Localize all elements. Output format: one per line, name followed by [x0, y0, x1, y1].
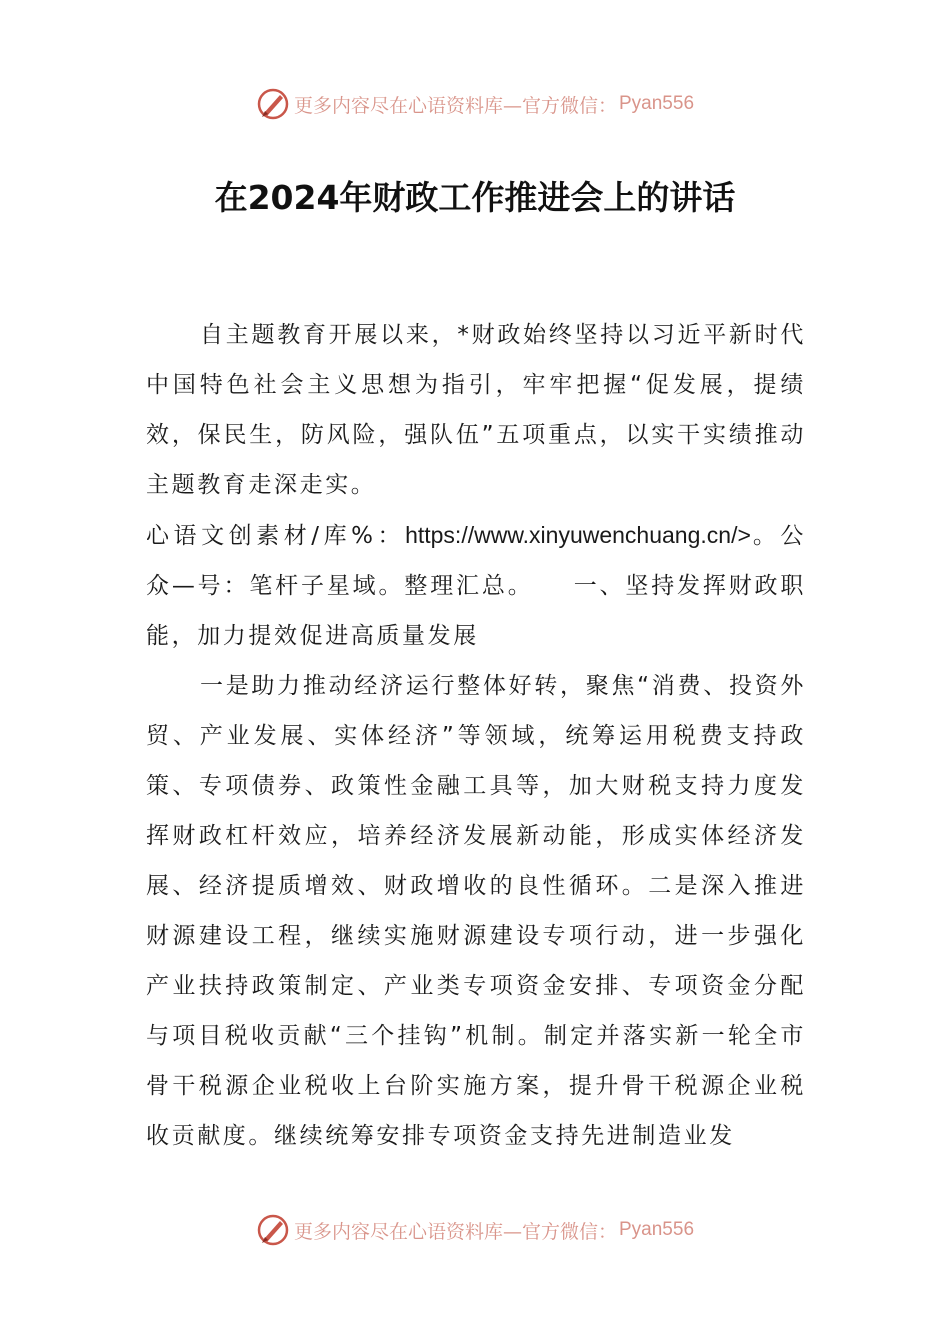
document-body [146, 310, 806, 1161]
paragraph: 自主题教育开展以来，*财政始终坚持以习近平新时代中国特色社会主义思想为指引，牢牢把握“促发展，提绩效，保民生，防风险，强队伍”五项重点，以实干实绩推动主题教育走深走实。 [146, 322, 806, 498]
source-url: https://www.xinyuwenchuang.cn/> [405, 522, 751, 548]
watermark-wechat-id: Pyan556 [619, 1219, 695, 1240]
page-title: 在2024年财政工作推进会上的讲话 [214, 178, 736, 217]
source-suffix: 。公众—号：笔杆子星域。整理汇总。 一、坚持发挥财政职能，加力提效促进高质量发展 [146, 523, 806, 649]
watermark-text: 更多内容尽在心语资料库—官方微信： [293, 94, 617, 117]
pen-logo-icon [256, 1213, 290, 1247]
watermark-header [0, 84, 950, 124]
watermark-footer [0, 1210, 950, 1250]
watermark-text: 更多内容尽在心语资料库—官方微信： [293, 1220, 617, 1243]
watermark-wechat-id: Pyan556 [619, 93, 695, 114]
source-prefix: 心语文创素材/库%： [146, 523, 406, 549]
pen-logo-icon [256, 87, 290, 121]
paragraph-source-note [146, 510, 806, 661]
paragraph: 一是助力推动经济运行整体好转，聚焦“消费、投资外贸、产业发展、实体经济”等领域，统筹运用税费支持政策、专项债券、政策性金融工具等，加大财税支持力度发挥财政杠杆效应，培养经济发展新动能，形成实体经济发展、经济提质增效、财政增收的良性循环。二是深入推进财源建设工程，继续实施财源建设专项行动，进一步强化产业扶持政策制定、产业类专项资金安排、专项资金分配与项目税收贡献“三个挂钩”机制。制定并落实新一轮全市骨干税源企业税收上台阶实施方案，提升骨干税源企业税收贡献度。继续统筹安排专项资金支持先进制造业发 [146, 673, 806, 1149]
